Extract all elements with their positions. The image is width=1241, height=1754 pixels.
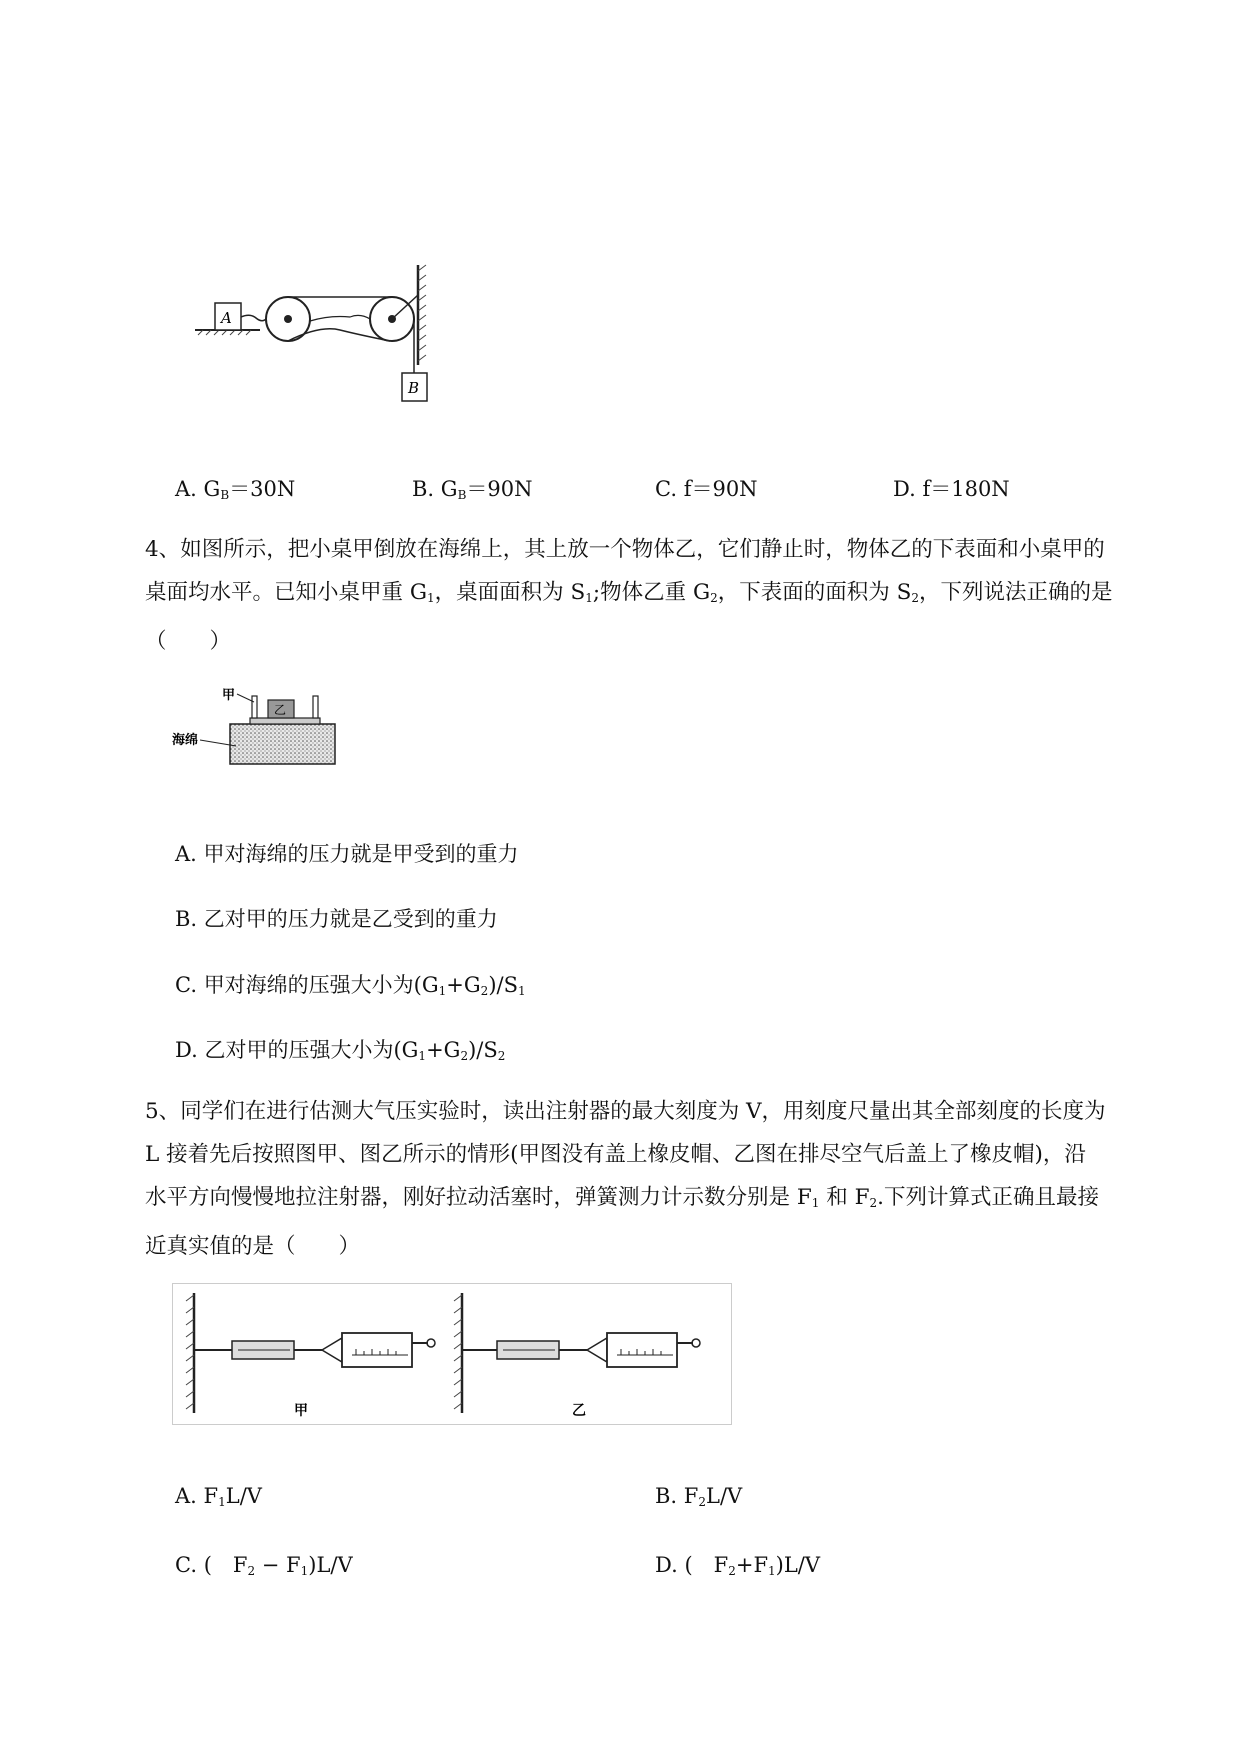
q5-label-jia: 甲 [294,1403,308,1419]
q4-stem [145,528,1145,663]
q5-line-4: 近真实值的是（ ） [145,1234,361,1259]
q4-label-sponge: 海绵 [172,733,199,748]
pulley-figure [190,255,450,415]
q5-option-d[interactable]: D. ( $F_2+F_1)L/V$ [655,1553,821,1578]
q4-label-yi: 乙 [274,703,287,717]
q3-option-b[interactable]: B. $G_B=90N$ [412,477,533,502]
block-b-label: B [408,379,420,397]
q3-option-a[interactable]: A. $G_B=30N$ [175,477,296,502]
q5-label-yi: 乙 [572,1403,586,1419]
syringe-figure [172,1283,732,1425]
q5-line-1: 5、同学们在进行估测大气压实验时，读出注射器的最大刻度为 V，用刻度尺量出其全部刻度的长度为 [145,1099,1106,1124]
q5-option-c[interactable]: C. ( $F_2 - F_1)L/V$ [175,1553,353,1578]
q4-option-c[interactable]: C. 甲对海绵的压强大小为$(G_1+G_2)/S_1$ [175,973,526,998]
q4-label-jia: 甲 [222,688,236,703]
q5-line-3: 水平方向慢慢地拉注射器，刚好拉动活塞时，弹簧测力计示数分别是 $F_1$ 和 $F_2$.下列计算式正确且最接 [145,1185,1099,1210]
q4-line-2: 桌面均水平。已知小桌甲重 $G_1$，桌面面积为 $S_1$;物体乙重 $G_2$，下表面的面积为 $S_2$，下列说法正确的是 [145,580,1113,605]
q4-line-3: （ ） [145,629,232,654]
q5-line-2: L 接着先后按照图甲、图乙所示的情形(甲图没有盖上橡皮帽、乙图在排尽空气后盖上了橡皮帽)，沿 [145,1142,1086,1167]
q4-option-a[interactable]: A. 甲对海绵的压力就是甲受到的重力 [175,842,519,866]
q4-line-1: 4、如图所示，把小桌甲倒放在海绵上，其上放一个物体乙，它们静止时，物体乙的下表面和小桌甲的 [145,537,1105,562]
q5-option-a[interactable]: A. $F_1L/V$ [175,1484,262,1509]
q3-option-d[interactable]: D. f＝180N [893,477,1010,501]
block-a-label: A [221,309,232,327]
sponge-table-figure [170,680,350,770]
q4-option-b[interactable]: B. 乙对甲的压力就是乙受到的重力 [175,907,498,931]
q4-option-d[interactable]: D. 乙对甲的压强大小为$(G_1+G_2)/S_2$ [175,1038,506,1063]
q5-stem [145,1090,1145,1268]
q3-option-c[interactable]: C. f＝90N [655,477,758,501]
q5-option-b[interactable]: B. $F_2L/V$ [655,1484,743,1509]
